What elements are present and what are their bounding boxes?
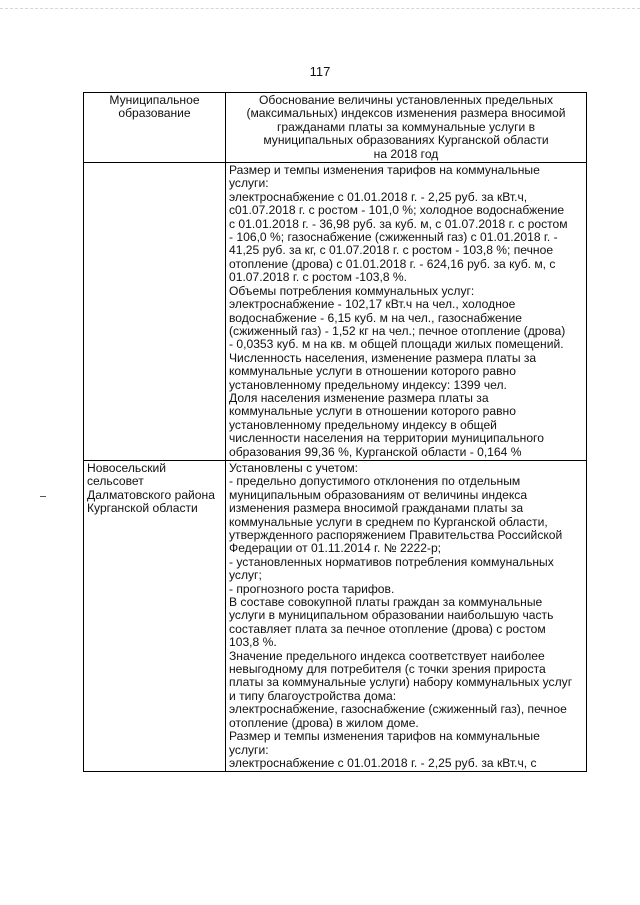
scan-top-edge (0, 8, 640, 9)
page-number: 117 (309, 64, 331, 79)
text-line: на 2018 год (373, 146, 439, 161)
text-line: электроснабжение с 01.01.2018 г. - 2,25 руб. за кВт.ч, (229, 189, 528, 204)
text-line: электроснабжение, газоснабжение (сжиженный газ), печное (229, 702, 567, 717)
header-municipality-cell (84, 93, 226, 163)
text-line: услуги: (229, 742, 269, 757)
text-line: гражданами платы за коммунальные услуги в (276, 119, 536, 134)
table-row (84, 460, 587, 771)
text-line: отопление (дрова) в жилом доме. (229, 715, 419, 730)
table-row (84, 163, 587, 461)
text-line: Доля населения изменение размера платы за (229, 390, 489, 405)
text-line: В составе совокупной платы граждан за коммунальные (229, 595, 543, 610)
text-line: 103,8 %. (229, 635, 277, 650)
text-line: услуги в муниципальном образовании наибольшую часть (229, 608, 554, 623)
text-line: утвержденного распоряжением Правительства Российской (229, 528, 563, 542)
text-line: - прогнозного роста тарифов. (229, 581, 395, 596)
text-line: Установлены с учетом: (229, 460, 358, 475)
text-line: отопление (дрова) с 01.01.2018 г. - 624,16 руб. за куб. м, с (229, 256, 556, 271)
table-header-row (84, 93, 587, 163)
text-line: невыгодному для потребителя (с точки зрения прироста (229, 662, 546, 677)
text-line: коммунальные услуги в среднем по Курганской области, (229, 514, 548, 529)
text-line: коммунальные услуги в отношении которого равно (229, 404, 516, 419)
text-line: муниципальным образованиям от величины индекса (229, 487, 528, 502)
text-line: Размер и темпы изменения тарифов на коммунальные (229, 163, 540, 178)
text-line: Значение предельного индекса соответствует наиболее (229, 648, 545, 663)
text-line: установленному предельному индексу в общей (229, 417, 497, 432)
text-line: - предельно допустимого отклонения по отдельным (229, 474, 521, 489)
text-line: - 106,0 %; газоснабжение (сжиженный газ) с 01.01.2018 г. - (229, 230, 558, 245)
text-line: водоснабжение - 6,15 куб. м на чел., газоснабжение (229, 310, 522, 325)
text-line: изменения размера вносимой гражданами платы за (229, 501, 524, 516)
text-line: образования 99,36 %, Курганской области - 0,164 % (229, 444, 522, 459)
text-line: Размер и темпы изменения тарифов на коммунальные (229, 729, 540, 744)
text-line: 41,25 руб. за кг, с 01.07.2018 г. с ростом - 103,8 %; печное (229, 243, 554, 258)
text-line: с01.07.2018 г. с ростом - 101,0 %; холодное водоснабжение (229, 203, 565, 218)
text-line: образование (118, 106, 191, 121)
row1-justification-cell (226, 163, 587, 461)
text-line: - установленных нормативов потребления коммунальных (229, 554, 554, 569)
text-line: и типу благоустройства дома: (229, 688, 397, 703)
text-line: с 01.01.2018 г. - 36,98 руб. за куб. м, с 01.07.2018 г. с ростом (229, 216, 568, 231)
text-line: установленному предельному индексу: 1399 чел. (229, 377, 507, 392)
text-line: муниципальных образованиях Курганской области (263, 133, 549, 148)
text-line: Объемы потребления коммунальных услуг: (229, 283, 475, 298)
row2-justification-cell (226, 460, 587, 771)
header-justification-cell (226, 93, 587, 163)
text-line: Обоснование величины установленных предельных (258, 93, 554, 107)
text-line: Новосельский (87, 460, 167, 475)
text-line: (сжиженный газ) - 1,52 кг на чел.; печное отопление (дрова) (229, 323, 566, 338)
text-line: Федерации от 01.11.2014 г. № 2222-р; (229, 541, 442, 556)
text-line: электроснабжение - 102,17 кВт.ч на чел., холодное (229, 297, 516, 312)
text-line: численности населения на территории муниципального (229, 431, 544, 446)
text-line: - 0,0353 куб. м на кв. м общей площади жилых помещений. (229, 337, 564, 352)
margin-mark (40, 496, 46, 497)
text-line: Муниципальное (109, 93, 200, 107)
text-line: электроснабжение с 01.01.2018 г. - 2,25 руб. за кВт.ч, с (229, 755, 537, 770)
text-line: платы за коммунальные услуги) набору коммунальных услуг (229, 675, 573, 690)
text-line: Численность населения, изменение размера платы за (229, 350, 537, 365)
text-line: сельсовет (87, 474, 144, 489)
text-line: 01.07.2018 г. с ростом -103,8 %. (229, 270, 408, 285)
row1-municipality-cell (84, 163, 226, 461)
text-line: Курганской области (87, 501, 198, 516)
text-line: (максимальных) индексов изменения размера вносимой (246, 106, 566, 121)
text-line: услуг; (229, 568, 262, 583)
text-line: услуги: (229, 176, 269, 191)
row2-municipality-cell (84, 460, 226, 771)
text-line: составляет плата за печное отопление (дрова) с ростом (229, 621, 546, 636)
tariff-justification-table (83, 92, 587, 772)
text-line: коммунальные услуги в отношении которого равно (229, 364, 516, 379)
text-line: Далматовского района (87, 487, 215, 502)
